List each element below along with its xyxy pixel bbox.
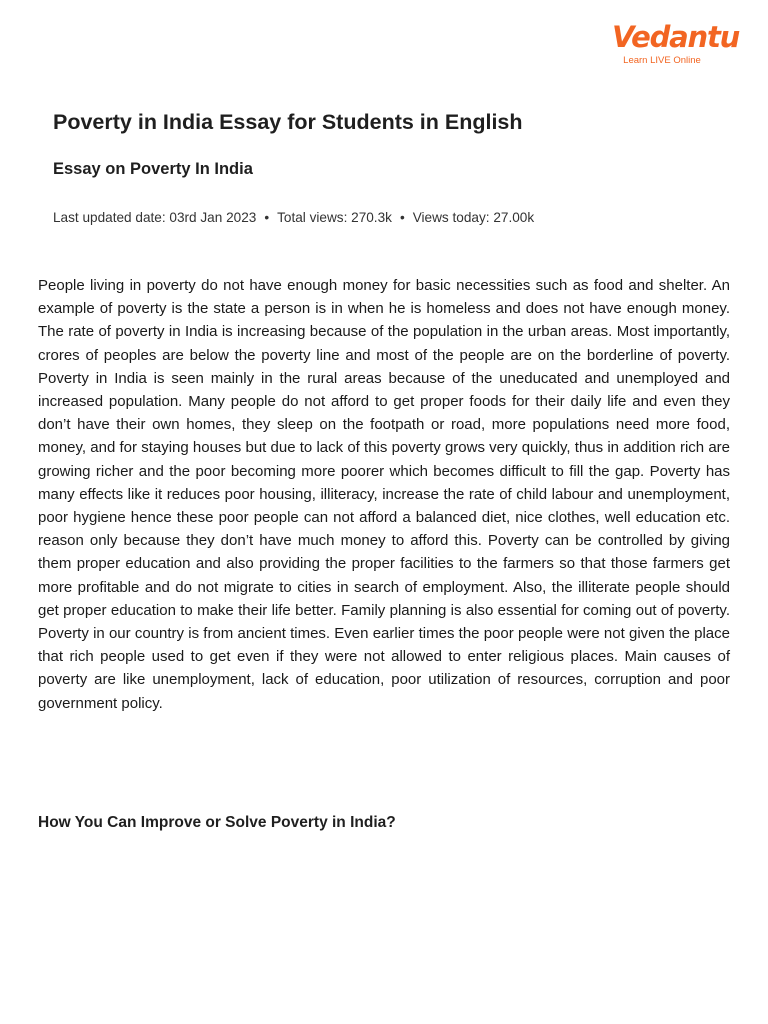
total-views: Total views: 270.3k bbox=[277, 210, 392, 225]
section-heading: How You Can Improve or Solve Poverty in India? bbox=[38, 814, 396, 831]
page-subtitle: Essay on Poverty In India bbox=[53, 160, 253, 178]
essay-body: People living in poverty do not have enough money for basic necessities such as food and shelter. An example of poverty is the state a person is in when he is homeless and does not have enough money. The rate of poverty in India is increasing because of the population in the urban areas. Most importantly, crores of peoples are below the poverty line and most of the people are on the borderline of poverty. Poverty in India is seen mainly in the rural areas because of the uneducated and unemployed and increased population. Many people do not afford to get proper foods for their daily life and even they don’t have their own homes, they sleep on the footpath or road, more populations need more food, money, and for staying houses but due to lack of this poverty grows very quickly, thus in addition rich are growing richer and the poor becoming more poorer which becomes difficult to fill the gap. Poverty has many effects like it reduces poor housing, illiteracy, increase the rate of child labour and unemployment, poor hygiene hence these poor people can not afford a balanced diet, nice clothes, well education etc. reason only because they don’t have much money to afford this. Poverty can be controlled by giving them proper education and also providing the proper facilities to the farmers so that those farmers get more profitable and do not migrate to cities in search of employment. Also, the illiterate people should get proper education to make their life better. Family planning is also essential for coming out of poverty. Poverty in our country is from ancient times. Even earlier times the poor people were not given the place that rich people used to get even if they were not allowed to enter religious places. Main causes of poverty are like unemployment, lack of education, poor utilization of resources, corruption and poor government policy. bbox=[38, 277, 730, 712]
logo-wordmark: Vedantu bbox=[612, 20, 740, 54]
last-updated-date: Last updated date: 03rd Jan 2023 bbox=[53, 210, 257, 225]
article-meta bbox=[53, 210, 534, 225]
meta-separator: • bbox=[399, 210, 405, 225]
meta-separator: • bbox=[264, 210, 270, 225]
page-title: Poverty in India Essay for Students in English bbox=[53, 110, 523, 134]
vedantu-logo[interactable] bbox=[612, 20, 740, 66]
views-today: Views today: 27.00k bbox=[412, 210, 535, 225]
logo-tagline: Learn LIVE Online bbox=[623, 55, 701, 66]
